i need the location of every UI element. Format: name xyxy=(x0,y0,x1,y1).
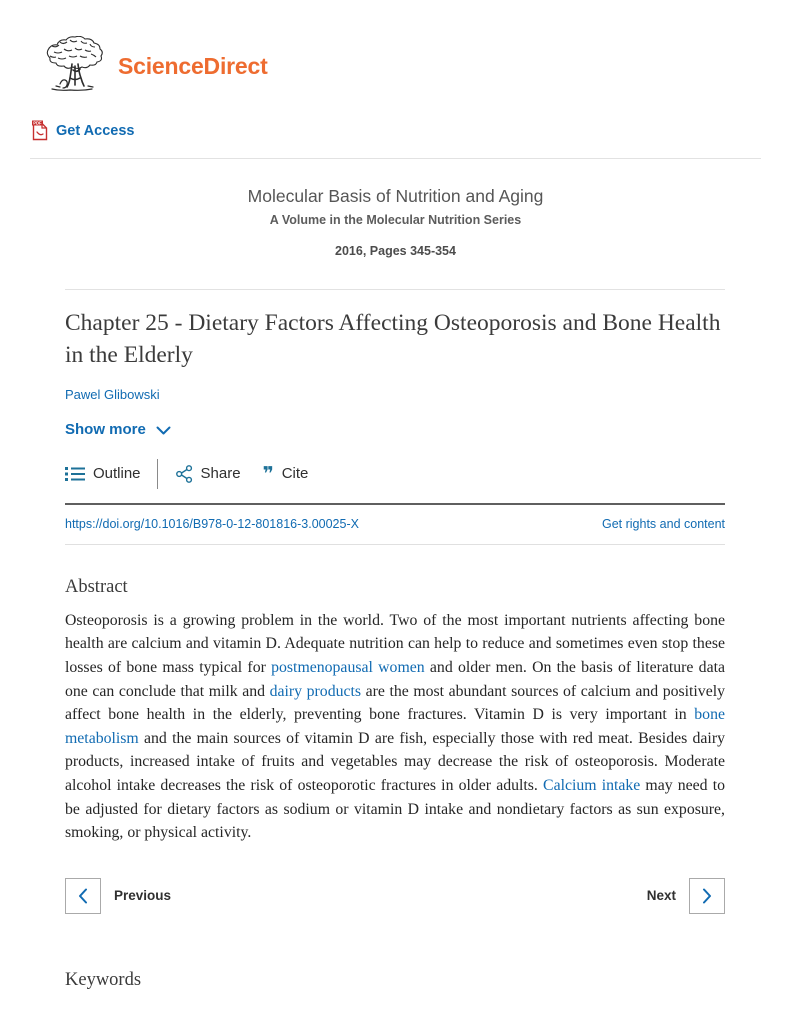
book-series: A Volume in the Molecular Nutrition Series xyxy=(269,213,522,227)
abstract-text-segment: are the most abundant sources of calcium and positively affect bone health in the elderly, preventing bone fractures. Vitamin D is very important in xyxy=(65,682,726,724)
outline-icon xyxy=(65,466,85,482)
share-button[interactable] xyxy=(176,465,241,483)
abstract-inline-link[interactable]: postmenopausal women xyxy=(271,659,425,677)
next-nav xyxy=(647,878,725,914)
book-pages: 2016, Pages 345-354 xyxy=(335,244,456,258)
book-header xyxy=(0,159,791,258)
previous-button[interactable] xyxy=(65,878,101,914)
chevron-left-icon xyxy=(78,888,88,904)
abstract-inline-link[interactable]: Calcium intake xyxy=(543,777,641,794)
abstract-text-segment: Osteoporosis is a growing problem in the world. Two of the most important nutrients affecting bone health are calcium and vitamin D. Adequate nutrition can help to reduce and sometimes even stop these losses of bone mass typical for xyxy=(65,611,725,677)
author-link[interactable]: Pawel Glibowski xyxy=(65,386,160,402)
outline-button[interactable] xyxy=(65,465,141,482)
pdf-file-icon xyxy=(31,120,49,141)
pager xyxy=(65,878,725,914)
abstract-heading: Abstract xyxy=(65,576,128,597)
title-divider xyxy=(65,289,725,290)
doi-row xyxy=(65,505,725,544)
book-title-link[interactable]: Molecular Basis of Nutrition and Aging xyxy=(247,186,544,206)
sciencedirect-wordmark[interactable]: ScienceDirect xyxy=(118,52,268,79)
cite-quote-icon: ❞ xyxy=(262,462,274,485)
abstract-text-segment: may need to be adjusted for dietary factors as sodium or vitamin D intake and nondietary factors as sun exposure, smoking, or physical activity. xyxy=(65,777,726,842)
outline-label: Outline xyxy=(93,465,141,483)
show-more-label: Show more xyxy=(65,420,146,438)
rights-link[interactable]: Get rights and content xyxy=(602,516,725,531)
abstract-text xyxy=(65,609,725,845)
brand-header xyxy=(0,0,791,94)
article-content xyxy=(0,289,791,991)
doi-divider-bottom xyxy=(65,544,725,545)
previous-nav xyxy=(65,878,171,914)
share-icon xyxy=(176,465,193,483)
elsevier-tree-logo[interactable] xyxy=(40,36,110,94)
article-toolbar xyxy=(65,459,725,489)
abstract-inline-link[interactable]: bone metabolism xyxy=(65,706,725,747)
cite-label: Cite xyxy=(281,465,309,483)
abstract-text-segment: and older men. On the basis of literature data one can conclude that milk and xyxy=(65,659,725,700)
abstract-inline-link[interactable]: dairy products xyxy=(269,682,362,700)
abstract-text-segment: and the main sources of vitamin D are fish, especially those with red meat. Besides dairy products, increased intake of fruits and vegetables may decrease the risk of osteoporosis. Moderate alcohol intake decreases the risk of osteoporotic fractures in older adults. xyxy=(65,729,725,794)
toolbar-separator xyxy=(157,459,158,489)
cite-button[interactable] xyxy=(262,462,309,485)
chevron-right-icon xyxy=(702,888,712,904)
doi-link[interactable]: https://doi.org/10.1016/B978-0-12-801816-3.00025-X xyxy=(65,516,359,531)
previous-label: Previous xyxy=(114,888,172,904)
article-title: Chapter 25 - Dietary Factors Affecting Osteoporosis and Bone Health in the Elderly xyxy=(65,310,721,369)
chevron-down-icon xyxy=(156,424,171,435)
get-access-link[interactable]: Get Access xyxy=(56,122,135,139)
svg-text:PDF: PDF xyxy=(33,120,42,126)
next-label: Next xyxy=(646,888,676,904)
keywords-heading: Keywords xyxy=(65,969,142,990)
show-more-button[interactable] xyxy=(65,421,171,438)
next-button[interactable] xyxy=(689,878,725,914)
share-label: Share xyxy=(200,465,241,483)
get-access-row xyxy=(0,94,791,141)
